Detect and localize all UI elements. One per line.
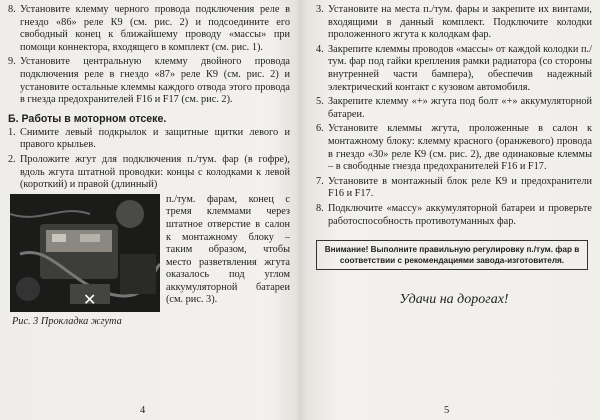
item-text: Установите на места п./тум. фары и закрепите их винтами, входящими в данный комплект. Подключите колодки проложенного жгута к колодкам фар. (328, 4, 592, 41)
item-number: 5. (316, 96, 324, 108)
farewell-text: Удачи на дорогах! (399, 292, 509, 308)
item-text: Проложите жгут для подключения п./тум. фар (в гофре), вдоль жгута штатной проводки: концы с колодками к левой (короткий) и правой (длинный) (20, 153, 290, 191)
item-text: Закрепите клеммы проводов «массы» от каждой колодки п./тум. фар под гайки крепления рамки радиатора (со стороны внутренней части бампера), обеспечив надежный электрический контакт с кузовом автомобиля. (328, 43, 592, 93)
page-number: 5 (444, 405, 450, 416)
route-marker-icon: ✕ (83, 289, 97, 309)
instruction-item (316, 123, 592, 173)
section-heading: Б. Работы в моторном отсеке. (8, 112, 167, 125)
instruction-item (316, 203, 592, 228)
item-text: Установите в монтажный блок реле К9 и предохранители F16 и F17. (328, 175, 592, 200)
item-number: 9. (8, 56, 16, 68)
item-number: 3. (316, 4, 324, 15)
item-text: Установите центральную клемму двойного провода подключения реле в гнездо «87» реле К9 (см. рис. 2) и установите остальные клеммы каждого отвода этого провода в гнезда предохранителей F16 и F17 (см. рис. 2). (20, 56, 290, 106)
item-text: Закрепите клемму «+» жгута под болт «+» аккумуляторной батареи. (328, 96, 592, 120)
page-number: 4 (140, 405, 146, 416)
instruction-item (316, 44, 592, 94)
warning-notice: Внимание! Выполните правильную регулировку п./тум. фар в соответствии с рекомендациями завода-изготовителя. (316, 240, 588, 270)
instruction-item (8, 127, 290, 152)
instruction-item (316, 96, 592, 121)
item-number: 1. (8, 126, 16, 138)
right-page (300, 0, 600, 420)
wrapped-text: п./тум. фарам, конец с тремя клеммами через штатное отверстие в салон к монтажному блоку – таким образом, чтобы место разветвления жгута оказалось под углом аккумуляторной батареи (см. рис. 3). (166, 193, 290, 306)
item-text: Установите клеммы жгута, проложенные в салон к монтажному блоку: клемму красного (оранжевого) провода в гнездо «30» реле К9 (см. рис. 2), две одинаковые клеммы – в свободные гнезда предохранителей F16 и F17. (328, 123, 592, 173)
item-text: Установите клемму черного провода подключения реле в гнездо «86» реле К9 (см. рис. 2) и подсоедините его свободный конец к ближайшему проводу «массы» при помощи коннектора, входящего в комплект (см. рис. 1). (20, 4, 290, 53)
item-text: Снимите левый подкрылок и защитные щитки левого и правого крыльев. (20, 126, 290, 151)
instruction-item (8, 4, 290, 54)
item-number: 6. (316, 123, 324, 135)
instruction-item (8, 154, 290, 192)
item-number: 2. (8, 153, 16, 165)
item-number: 8. (8, 4, 16, 15)
engine-bay-photo (10, 194, 160, 312)
instruction-item (316, 4, 592, 42)
item-number: 4. (316, 43, 324, 55)
figure-caption: Рис. 3 Прокладка жгута (12, 315, 122, 327)
instruction-item (316, 176, 592, 201)
item-number: 8. (316, 202, 324, 214)
item-text: Подключите «массу» аккумуляторной батареи и проверьте работоспособность противотуманных фар. (328, 202, 592, 227)
item-number: 7. (316, 175, 324, 187)
figure-3 (8, 194, 290, 334)
instruction-item (8, 56, 290, 106)
